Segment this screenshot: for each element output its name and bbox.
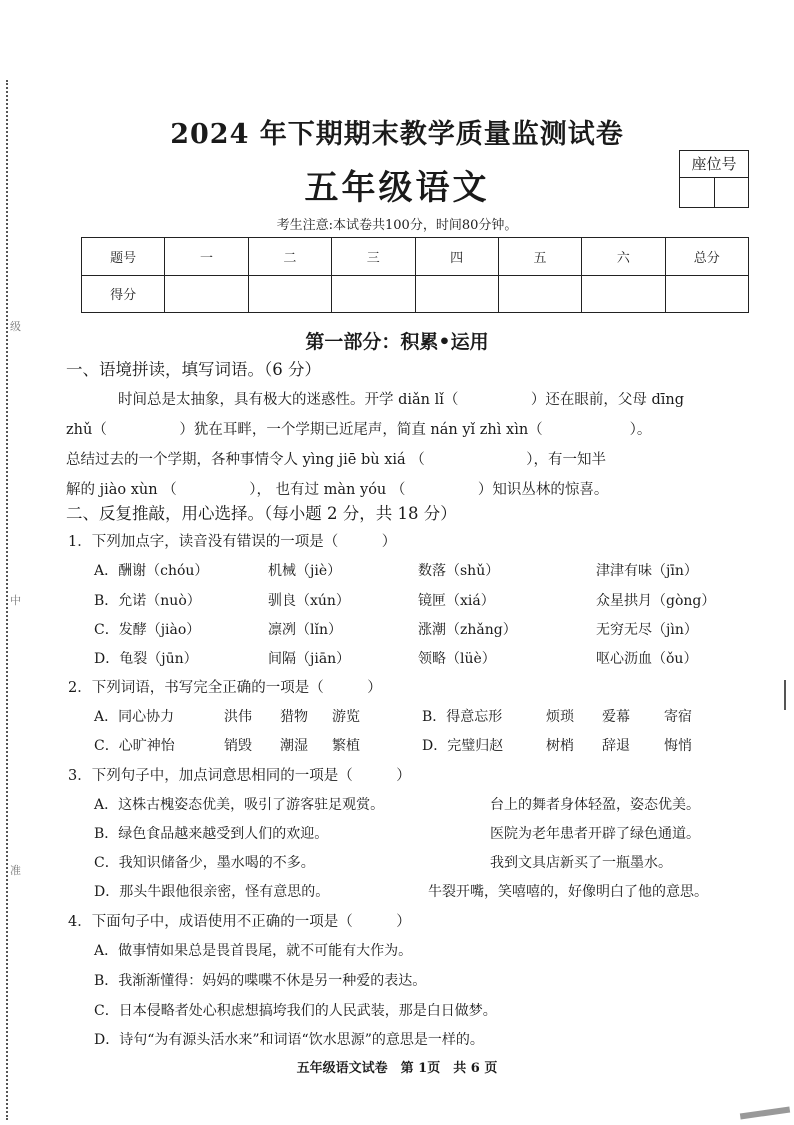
q1-option-a-word: 机械（jiè） xyxy=(268,563,342,579)
score-table-header-cell: 一 xyxy=(165,238,248,276)
q2-option-word: 繁植 xyxy=(332,738,360,754)
q2-option-word: 猎物 xyxy=(280,709,308,725)
q2-option-word: 树梢 xyxy=(546,738,574,754)
q4-option: C．日本侵略者处心积虑想搞垮我们的人民武装，那是白日做梦。 xyxy=(94,1003,497,1019)
seat-number-cell[interactable] xyxy=(714,178,749,208)
q1-option-c-word: 凛冽（lǐn） xyxy=(268,622,342,638)
q1-option-d-word: 呕心沥血（ǒu） xyxy=(596,651,698,667)
q2-option-word: 洪伟 xyxy=(224,709,252,725)
score-table-header-cell: 四 xyxy=(415,238,498,276)
binding-dotted-line xyxy=(6,80,8,1120)
q4-option: A．做事情如果总是畏首畏尾，就不可能有大作为。 xyxy=(94,943,413,959)
q3-option-sentence: D．那头牛跟他很亲密，怪有意思的。 xyxy=(94,884,330,900)
q1-option-b-word: 驯良（xún） xyxy=(268,593,350,609)
scan-edge-mark xyxy=(784,680,786,710)
score-table-score-row xyxy=(82,275,749,313)
q1-option-a-word: 津津有味（jīn） xyxy=(596,563,698,579)
q2-option-word: 辞退 xyxy=(602,738,630,754)
q3-option-sentence: C．我知识储备少，墨水喝的不多。 xyxy=(94,855,315,871)
section-2-heading: 二、反复推敲，用心选择。（每小题 2 分，共 18 分） xyxy=(66,504,457,523)
section-1-heading: 一、语境拼读，填写词语。（6 分） xyxy=(66,360,321,379)
exam-title: 2024 年下期期末教学质量监测试卷 xyxy=(170,119,624,150)
score-table-header-cell: 六 xyxy=(582,238,665,276)
score-table-header-cell: 二 xyxy=(248,238,331,276)
score-cell[interactable] xyxy=(415,275,498,313)
section-1-text-line: 时间总是太抽象，具有极大的迷惑性。开学 diǎn lǐ（ ）还在眼前，父母 dīng xyxy=(118,392,685,408)
question-4-stem: 4．下面句子中，成语使用不正确的一项是（ ） xyxy=(68,914,411,930)
score-table xyxy=(81,237,749,313)
q2-option-word: B．得意忘形 xyxy=(422,709,503,725)
part-one-title: 第一部分：积累•运用 xyxy=(305,331,489,353)
q3-option-sentence: 牛裂开嘴，笑嘻嘻的，好像明白了他的意思。 xyxy=(428,884,708,900)
q2-option-word: 悔悄 xyxy=(664,738,692,754)
score-table-header-cell: 三 xyxy=(332,238,415,276)
score-cell[interactable] xyxy=(498,275,581,313)
seat-number-label: 座位号 xyxy=(680,151,748,178)
scan-corner-mark xyxy=(740,1107,790,1120)
score-table-header-cell: 题号 xyxy=(82,238,165,276)
q2-option-word: 游览 xyxy=(332,709,360,725)
q2-option-word: 寄宿 xyxy=(664,709,692,725)
q1-option-c-word: C．发酵（jiào） xyxy=(94,622,201,638)
q4-option: B．我渐渐懂得：妈妈的喋喋不休是另一种爱的表达。 xyxy=(94,973,427,989)
score-row-label: 得分 xyxy=(82,275,165,313)
question-3-stem: 3．下列句子中，加点词意思相同的一项是（ ） xyxy=(68,768,411,784)
exam-notice: 考生注意:本试卷共100分，时间80分钟。 xyxy=(276,218,518,233)
q1-option-d-word: 间隔（jiān） xyxy=(268,651,351,667)
score-table-header-cell: 总分 xyxy=(665,238,748,276)
q2-option-word: C．心旷神怡 xyxy=(94,738,175,754)
q2-option-word: 销毁 xyxy=(224,738,252,754)
score-table-header-row xyxy=(82,238,749,276)
q1-option-a-word: A．酬谢（chóu） xyxy=(94,563,209,579)
score-cell[interactable] xyxy=(165,275,248,313)
q3-option-sentence: 台上的舞者身体轻盈，姿态优美。 xyxy=(490,797,700,813)
q2-option-word: 烦琐 xyxy=(546,709,574,725)
page-footer: 五年级语文试卷 第 1页 共 6 页 xyxy=(296,1061,498,1076)
q3-option-sentence: 我到文具店新买了一瓶墨水。 xyxy=(490,855,672,871)
q3-option-sentence: B．绿色食品越来越受到人们的欢迎。 xyxy=(94,826,329,842)
q1-option-b-word: B．允诺（nuò） xyxy=(94,593,201,609)
section-1-text-line: zhǔ（ ）犹在耳畔，一个学期已近尾声，简直 nán yǐ zhì xìn（ ）。 xyxy=(66,422,652,438)
seat-number-cell[interactable] xyxy=(680,178,714,208)
section-1-text-line: 总结过去的一个学期，各种事情令人 yìng jiē bù xiá （ ），有一知半 xyxy=(66,452,607,468)
q1-option-c-word: 涨潮（zhǎng） xyxy=(418,622,517,638)
seat-number-box xyxy=(679,150,749,208)
q1-option-b-word: 镜匣（xiá） xyxy=(418,593,495,609)
q1-option-a-word: 数落（shǔ） xyxy=(418,563,500,579)
side-mark: 中 xyxy=(10,594,21,607)
section-1-text-line: 解的 jiào xùn （ ）， 也有过 màn yóu （ ）知识丛林的惊喜。 xyxy=(66,482,609,498)
q4-option: D．诗句“为有源头活水来”和词语“饮水思源”的意思是一样的。 xyxy=(94,1032,484,1048)
q1-option-d-word: D．龟裂（jūn） xyxy=(94,651,198,667)
score-cell[interactable] xyxy=(665,275,748,313)
score-cell[interactable] xyxy=(248,275,331,313)
q3-option-sentence: A．这株古槐姿态优美，吸引了游客驻足观赏。 xyxy=(94,797,385,813)
q2-option-word: 潮湿 xyxy=(280,738,308,754)
side-mark: 准 xyxy=(10,864,21,877)
score-table-header-cell: 五 xyxy=(498,238,581,276)
q1-option-d-word: 领略（lüè） xyxy=(418,651,496,667)
subject-title: 五年级语文 xyxy=(304,168,490,208)
score-cell[interactable] xyxy=(332,275,415,313)
question-1-stem: 1．下列加点字，读音没有错误的一项是（ ） xyxy=(68,534,397,550)
question-2-stem: 2．下列词语，书写完全正确的一项是（ ） xyxy=(68,680,382,696)
q2-option-word: A．同心协力 xyxy=(94,709,175,725)
q1-option-c-word: 无穷无尽（jìn） xyxy=(596,622,698,638)
q2-option-word: D．完璧归赵 xyxy=(422,738,504,754)
score-cell[interactable] xyxy=(582,275,665,313)
q3-option-sentence: 医院为老年患者开辟了绿色通道。 xyxy=(490,826,700,842)
q1-option-b-word: 众星拱月（gòng） xyxy=(596,593,716,609)
q2-option-word: 爱幕 xyxy=(602,709,630,725)
side-mark: 级 xyxy=(10,320,21,333)
